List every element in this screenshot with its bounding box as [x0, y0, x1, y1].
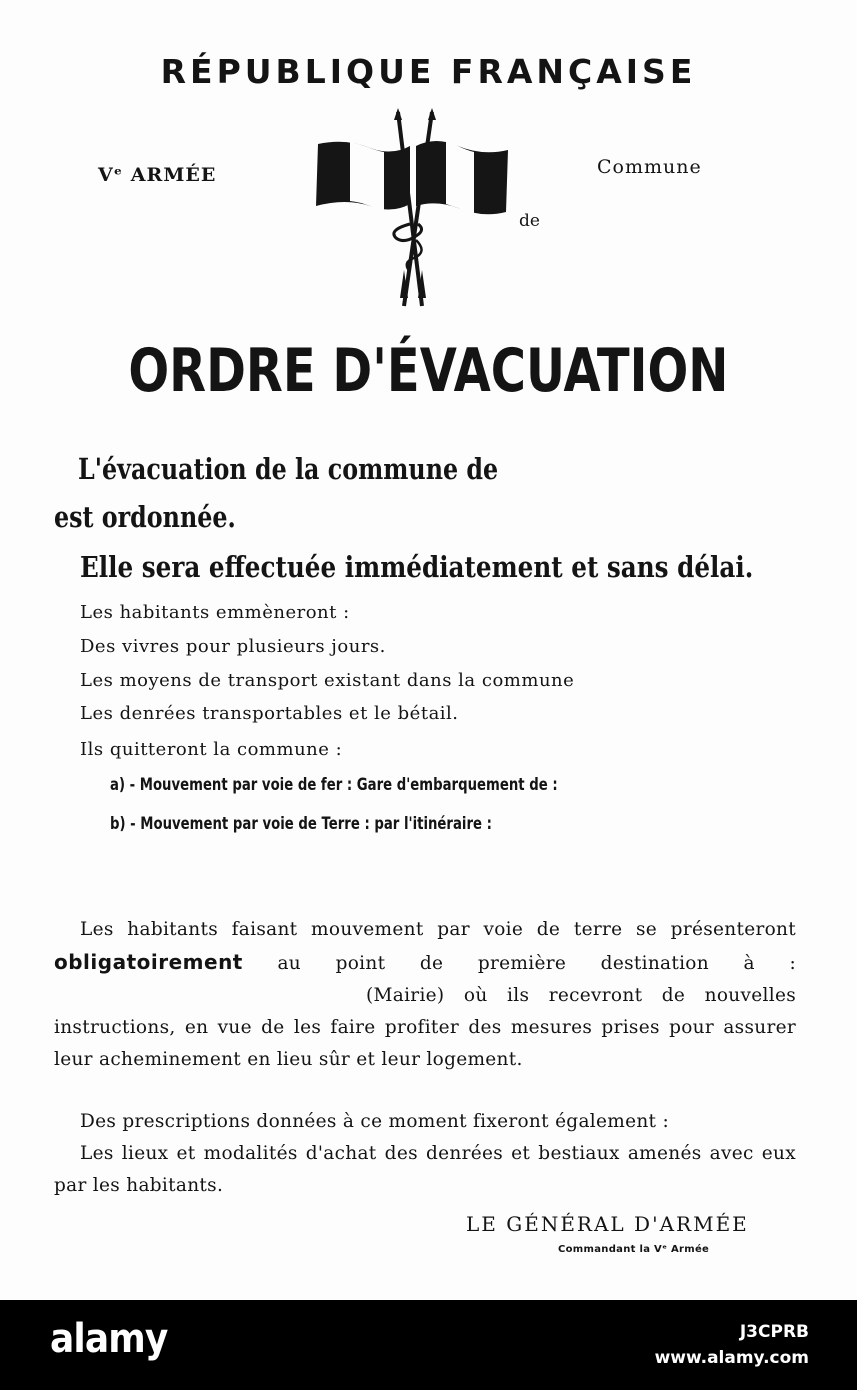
list-item: Les moyens de transport existant dans la commune: [80, 670, 575, 691]
paragraph-text-middle: au point de première destination à :: [277, 953, 796, 974]
watermark-code: J3CPRB: [739, 1322, 809, 1342]
paragraph-text-after: (Mairie) où ils recevront de nouvelles instructions, en vue de les faire profiter des mesures prises pour assurer leur acheminement en lieu sûr et leur logement.: [54, 985, 796, 1070]
watermark-brand: alamy: [50, 1316, 168, 1362]
road-movement-line: b) - Mouvement par voie de Terre : par l'itinéraire :: [110, 814, 492, 834]
signature-commandant: Commandant la Vᵉ Armée: [558, 1244, 710, 1255]
rail-movement-line: a) - Mouvement par voie de fer : Gare d'embarquement de :: [110, 775, 558, 795]
purchase-text: Les lieux et modalités d'achat des denrées et bestiaux amenés avec eux par les habitants.: [54, 1143, 796, 1196]
crossed-flags-icon: [306, 106, 520, 316]
list-item: Des vivres pour plusieurs jours.: [80, 636, 386, 657]
leave-commune-text: Ils quitteront la commune :: [80, 739, 343, 760]
paragraph-text-before: Les habitants faisant mouvement par voie de terre se présenteront: [80, 919, 796, 940]
signature-general: LE GÉNÉRAL D'ARMÉE: [466, 1212, 749, 1236]
page-title: ORDRE D'ÉVACUATION: [128, 336, 729, 406]
intro-line-1: L'évacuation de la commune de: [78, 452, 499, 486]
instructions-paragraph: [54, 914, 796, 1076]
republic-heading: RÉPUBLIQUE FRANÇAISE: [160, 52, 697, 91]
prescriptions-paragraph: [54, 1106, 796, 1138]
emphasis-text: obligatoirement: [54, 950, 243, 974]
watermark-footer: [0, 1300, 857, 1390]
de-label: de: [519, 211, 540, 231]
army-label: Vᵉ ARMÉE: [98, 164, 217, 186]
intro-line-3: Elle sera effectuée immédiatement et sans délai.: [80, 550, 754, 584]
list-intro: Les habitants emmèneront :: [80, 602, 350, 623]
intro-line-2: est ordonnée.: [54, 500, 236, 534]
commune-label: Commune: [597, 156, 702, 178]
purchase-paragraph: [54, 1138, 796, 1202]
prescriptions-text: Des prescriptions données à ce moment fixeront également :: [80, 1111, 670, 1132]
list-item: Les denrées transportables et le bétail.: [80, 703, 459, 724]
watermark-site: www.alamy.com: [654, 1348, 809, 1368]
